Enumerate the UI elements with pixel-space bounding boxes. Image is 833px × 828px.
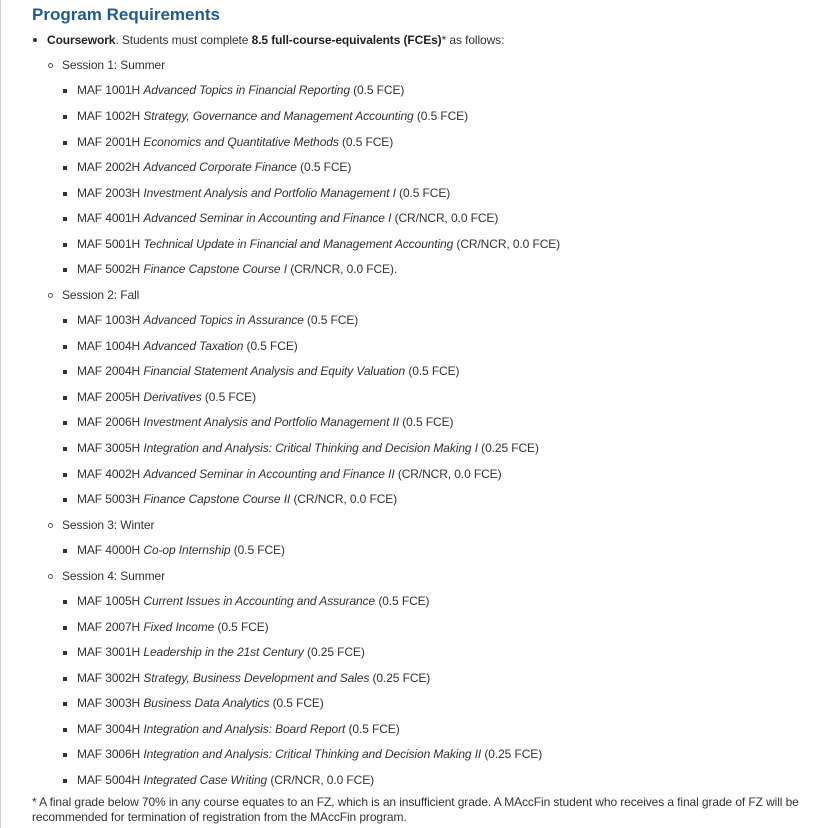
- course-title: Strategy, Governance and Management Accounting: [143, 108, 414, 123]
- course-credit: (0.5 FCE): [300, 160, 352, 175]
- course-credit: (0.5 FCE): [416, 108, 468, 123]
- course-code: MAF 2004H: [77, 364, 141, 379]
- course-title: Integrated Case Writing: [143, 772, 268, 787]
- course-item: [62, 334, 827, 360]
- course-code: MAF 2002H: [77, 160, 141, 175]
- course-item: [62, 666, 827, 692]
- course-item: [62, 130, 827, 156]
- course-item: [62, 640, 827, 666]
- course-code: MAF 4002H: [77, 466, 141, 481]
- course-credit: (0.5 FCE): [217, 619, 269, 634]
- course-credit: (0.5 FCE): [402, 415, 454, 430]
- session-label: Session 3: Winter: [62, 517, 155, 532]
- session-item: [47, 513, 827, 564]
- course-item: [62, 385, 827, 411]
- course-list: [62, 78, 827, 282]
- course-credit: (0.5 FCE): [233, 543, 285, 558]
- course-item: [62, 436, 827, 462]
- square-bullet-icon: [63, 600, 67, 604]
- session-label: Session 1: Summer: [62, 58, 166, 72]
- square-bullet-icon: [63, 626, 67, 630]
- course-code: MAF 5003H: [77, 492, 141, 507]
- course-credit: (0.5 FCE): [272, 696, 324, 711]
- program-requirements-section: [32, 0, 827, 793]
- coursework-text-after: * as follows:: [441, 33, 505, 47]
- course-credit: (CR/NCR, 0.0 FCE).: [290, 262, 398, 277]
- course-item: [62, 104, 827, 130]
- left-border: [0, 0, 1, 828]
- course-title: Advanced Topics in Financial Reporting: [143, 83, 350, 98]
- course-credit: (0.5 FCE): [307, 313, 359, 328]
- course-title: Finance Capstone Course I: [143, 262, 287, 277]
- course-item: [62, 206, 827, 232]
- square-bullet-icon: [63, 549, 67, 553]
- course-code: MAF 5002H: [77, 262, 141, 277]
- square-bullet-icon: [63, 141, 67, 145]
- square-bullet-icon: [63, 447, 67, 451]
- course-item: [62, 538, 827, 564]
- course-credit: (0.25 FCE): [307, 645, 365, 660]
- course-title: Advanced Taxation: [143, 338, 244, 353]
- course-title: Strategy, Business Development and Sales: [143, 670, 370, 685]
- square-bullet-icon: [63, 728, 67, 732]
- course-code: MAF 1004H: [77, 338, 141, 353]
- course-title: Advanced Seminar in Accounting and Finance I: [143, 211, 392, 226]
- square-bullet-icon: [63, 651, 67, 655]
- bullet-icon: [33, 38, 37, 42]
- course-title: Current Issues in Accounting and Assurance: [143, 594, 376, 609]
- course-code: MAF 5001H: [77, 236, 141, 251]
- square-bullet-icon: [63, 319, 67, 323]
- course-code: MAF 3003H: [77, 696, 141, 711]
- requirements-list: [32, 30, 827, 793]
- course-item: [62, 308, 827, 334]
- course-item: [62, 615, 827, 641]
- course-title: Technical Update in Financial and Management Accounting: [143, 236, 454, 251]
- square-bullet-icon: [63, 217, 67, 221]
- course-code: MAF 3004H: [77, 721, 141, 736]
- course-item: [62, 691, 827, 717]
- course-credit: (0.25 FCE): [484, 747, 543, 762]
- course-list: [62, 538, 827, 564]
- course-credit: (CR/NCR, 0.0 FCE): [293, 492, 398, 507]
- course-code: MAF 3002H: [77, 670, 141, 685]
- footnote: * A final grade below 70% in any course equates to an FZ, which is an insufficient grade. A MAccFin student who receives a final grade of FZ will be recommended for termination of registration from the MAccFin program.: [32, 795, 799, 824]
- course-credit: (CR/NCR, 0.0 FCE): [397, 466, 502, 481]
- course-item: [62, 78, 827, 104]
- course-title: Investment Analysis and Portfolio Management II: [143, 415, 400, 430]
- square-bullet-icon: [63, 753, 67, 757]
- course-title: Integration and Analysis: Critical Thinking and Decision Making II: [143, 747, 482, 762]
- course-item: [62, 181, 827, 207]
- course-credit: (CR/NCR, 0.0 FCE): [456, 236, 561, 251]
- coursework-label: Coursework: [47, 33, 116, 47]
- course-code: MAF 2001H: [77, 134, 141, 149]
- page-title: Program Requirements: [32, 5, 220, 24]
- square-bullet-icon: [63, 166, 67, 170]
- square-bullet-icon: [63, 677, 67, 681]
- course-item: [62, 257, 827, 283]
- session-item: [47, 564, 827, 794]
- course-title: Co-op Internship: [143, 543, 231, 558]
- square-bullet-icon: [63, 243, 67, 247]
- course-item: [62, 768, 827, 794]
- course-credit: (CR/NCR, 0.0 FCE): [394, 211, 499, 226]
- session-label: Session 2: Fall: [62, 287, 140, 302]
- course-item: [62, 155, 827, 181]
- course-item: [62, 232, 827, 258]
- coursework-text-before: . Students must complete: [115, 33, 252, 47]
- circle-bullet-icon: [48, 574, 53, 579]
- course-title: Derivatives: [143, 389, 202, 404]
- course-credit: (0.25 FCE): [372, 670, 431, 685]
- session-label: Session 4: Summer: [62, 568, 166, 583]
- square-bullet-icon: [63, 268, 67, 272]
- course-code: MAF 2007H: [77, 619, 141, 634]
- course-item: [62, 589, 827, 615]
- square-bullet-icon: [63, 473, 67, 477]
- square-bullet-icon: [63, 89, 67, 93]
- course-credit: (0.5 FCE): [204, 389, 256, 404]
- course-credit: (0.25 FCE): [481, 440, 539, 455]
- course-code: MAF 4000H: [77, 543, 141, 558]
- course-title: Business Data Analytics: [143, 696, 270, 711]
- course-code: MAF 1005H: [77, 594, 141, 609]
- course-title: Fixed Income: [143, 619, 215, 634]
- sessions-list: [47, 53, 827, 793]
- circle-bullet-icon: [48, 63, 53, 68]
- course-code: MAF 2003H: [77, 185, 141, 200]
- course-code: MAF 1001H: [77, 83, 141, 98]
- course-title: Advanced Corporate Finance: [143, 160, 297, 175]
- course-code: MAF 4001H: [77, 211, 141, 226]
- course-title: Advanced Seminar in Accounting and Finance II: [143, 466, 395, 481]
- square-bullet-icon: [63, 702, 67, 706]
- square-bullet-icon: [63, 370, 67, 374]
- course-code: MAF 3006H: [77, 747, 141, 762]
- course-code: MAF 2005H: [77, 389, 141, 404]
- course-credit: (0.5 FCE): [408, 364, 460, 379]
- course-title: Finance Capstone Course II: [143, 492, 291, 507]
- course-item: [62, 717, 827, 743]
- course-code: MAF 3005H: [77, 440, 141, 455]
- course-title: Financial Statement Analysis and Equity Valuation: [143, 364, 406, 379]
- course-credit: (0.5 FCE): [246, 338, 298, 353]
- course-code: MAF 5004H: [77, 772, 141, 787]
- square-bullet-icon: [63, 498, 67, 502]
- course-code: MAF 1003H: [77, 313, 141, 328]
- course-credit: (0.5 FCE): [341, 134, 394, 149]
- course-list: [62, 589, 827, 793]
- square-bullet-icon: [63, 192, 67, 196]
- session-item: [47, 283, 827, 513]
- course-title: Economics and Quantitative Methods: [143, 134, 339, 149]
- coursework-intro: [47, 30, 827, 53]
- course-credit: (0.5 FCE): [348, 721, 400, 736]
- course-list: [62, 308, 827, 512]
- course-credit: (0.5 FCE): [378, 594, 430, 609]
- square-bullet-icon: [63, 421, 67, 425]
- course-item: [62, 742, 827, 768]
- coursework-amount: 8.5 full-course-equivalents (FCEs): [251, 33, 442, 47]
- coursework-item: [32, 30, 827, 793]
- course-credit: (0.5 FCE): [399, 185, 451, 200]
- square-bullet-icon: [63, 396, 67, 400]
- course-code: MAF 3001H: [77, 645, 141, 660]
- square-bullet-icon: [63, 779, 67, 783]
- course-credit: (CR/NCR, 0.0 FCE): [270, 772, 375, 787]
- circle-bullet-icon: [48, 293, 53, 298]
- course-item: [62, 462, 827, 488]
- course-title: Integration and Analysis: Board Report: [143, 721, 346, 736]
- course-credit: (0.5 FCE): [353, 83, 405, 98]
- square-bullet-icon: [63, 345, 67, 349]
- course-item: [62, 359, 827, 385]
- course-title: Leadership in the 21st Century: [143, 645, 304, 660]
- session-item: [47, 53, 827, 283]
- course-code: MAF 1002H: [77, 108, 141, 123]
- circle-bullet-icon: [48, 523, 53, 528]
- course-title: Advanced Topics in Assurance: [143, 313, 304, 328]
- course-item: [62, 410, 827, 436]
- course-title: Integration and Analysis: Critical Thinking and Decision Making I: [143, 440, 478, 455]
- square-bullet-icon: [63, 115, 67, 119]
- course-title: Investment Analysis and Portfolio Management I: [143, 185, 396, 200]
- course-item: [62, 487, 827, 513]
- course-code: MAF 2006H: [77, 415, 141, 430]
